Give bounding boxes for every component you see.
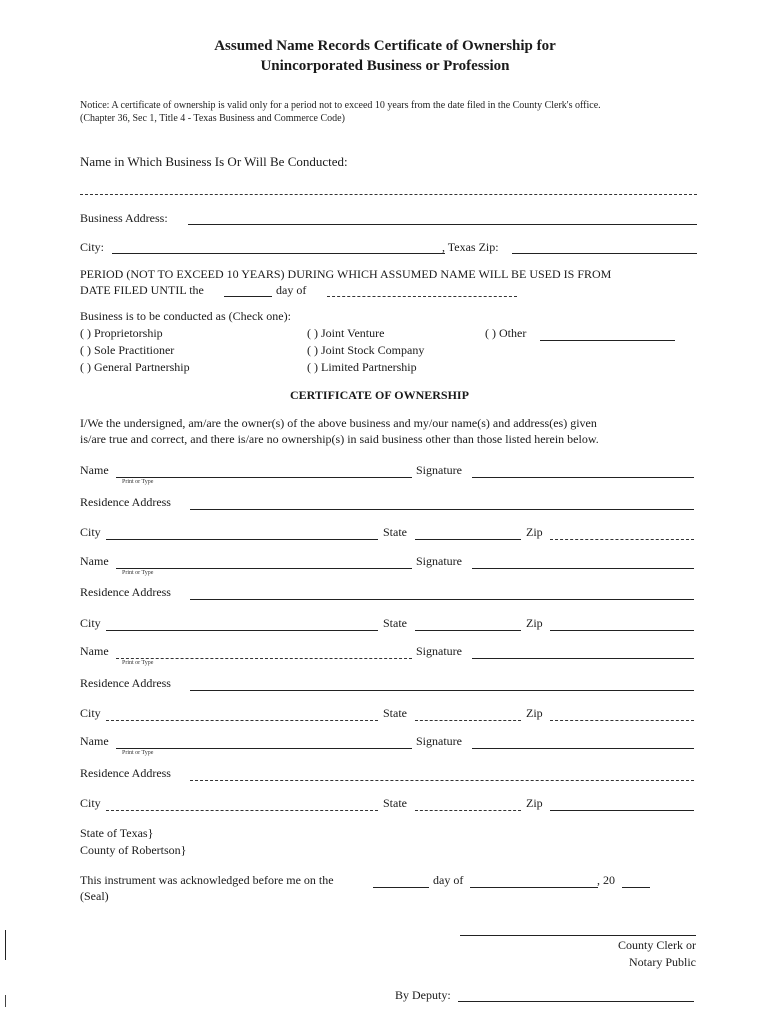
owner-3-city-label: City: [80, 706, 101, 720]
owner-3-residence-label: Residence Address: [80, 676, 171, 690]
deputy-signature-field[interactable]: [458, 1001, 694, 1002]
ack-month-field[interactable]: [470, 887, 598, 888]
option-joint-venture[interactable]: ( ) Joint Venture: [307, 326, 385, 340]
owner-1-state-field[interactable]: [415, 539, 521, 540]
owner-1-city-label: City: [80, 525, 101, 539]
owner-1-residence-label: Residence Address: [80, 495, 171, 509]
option-limited-partnership[interactable]: ( ) Limited Partnership: [307, 360, 417, 374]
owner-3-print-or-type: Print or Type: [122, 660, 154, 666]
ack-text-b: day of: [433, 873, 464, 887]
business-name-field[interactable]: [80, 194, 697, 195]
owner-4-state-field[interactable]: [415, 810, 521, 811]
owner-2-zip-label: Zip: [526, 616, 543, 630]
owner-2-residence-label: Residence Address: [80, 585, 171, 599]
owner-2-print-or-type: Print or Type: [122, 570, 154, 576]
clerk-line-2: Notary Public: [629, 955, 696, 969]
ack-state: State of Texas}: [80, 826, 154, 840]
owner-1-signature-label: Signature: [416, 463, 462, 477]
owner-2-state-label: State: [383, 616, 407, 630]
owner-4-state-label: State: [383, 796, 407, 810]
owner-3-state-label: State: [383, 706, 407, 720]
business-city-label: City:: [80, 240, 105, 254]
conduct-label: Business is to be conducted as (Check one):: [80, 309, 291, 323]
scan-mark: [5, 930, 6, 960]
other-field[interactable]: [540, 340, 675, 341]
owner-1-signature-field[interactable]: [472, 477, 694, 478]
owner-2-state-field[interactable]: [415, 630, 521, 631]
title-line-2: Unincorporated Business or Profession: [260, 58, 510, 74]
owner-3-city-field[interactable]: [106, 720, 378, 721]
owner-1-zip-field[interactable]: [550, 539, 694, 540]
texas-zip-label: , Texas Zip:: [442, 240, 499, 254]
clerk-line-1: County Clerk or: [618, 938, 696, 952]
owner-2-signature-label: Signature: [416, 554, 462, 568]
owner-1-city-field[interactable]: [106, 539, 378, 540]
owner-2-signature-field[interactable]: [472, 568, 694, 569]
by-deputy-label: By Deputy:: [395, 988, 451, 1002]
notice-line-2: (Chapter 36, Sec 1, Title 4 - Texas Business and Commerce Code): [80, 113, 345, 124]
ack-year-field[interactable]: [622, 887, 650, 888]
business-zip-field[interactable]: [512, 253, 697, 254]
period-line-1: PERIOD (NOT TO EXCEED 10 YEARS) DURING WHICH ASSUMED NAME WILL BE USED IS FROM: [80, 267, 612, 281]
business-city-field[interactable]: [112, 253, 445, 254]
option-general-partnership[interactable]: ( ) General Partnership: [80, 360, 190, 374]
owner-4-signature-label: Signature: [416, 734, 462, 748]
owner-4-name-field[interactable]: [116, 748, 412, 749]
certificate-heading: CERTIFICATE OF OWNERSHIP: [290, 388, 469, 402]
owner-1-name-label: Name: [80, 463, 109, 477]
period-line-2-b: day of: [276, 283, 307, 297]
owner-3-signature-field[interactable]: [472, 658, 694, 659]
ack-county: County of Robertson}: [80, 843, 187, 857]
owner-3-name-field[interactable]: [116, 658, 412, 659]
owner-3-signature-label: Signature: [416, 644, 462, 658]
statement-line-1: I/We the undersigned, am/are the owner(s) of the above business and my/our name(s) and address(es) given: [80, 416, 597, 430]
owner-3-state-field[interactable]: [415, 720, 521, 721]
owner-1-residence-field[interactable]: [190, 509, 694, 510]
owner-2-residence-field[interactable]: [190, 599, 694, 600]
option-joint-stock-company[interactable]: ( ) Joint Stock Company: [307, 343, 425, 357]
owner-3-zip-field[interactable]: [550, 720, 694, 721]
owner-4-residence-field[interactable]: [190, 780, 694, 781]
owner-2-zip-field[interactable]: [550, 630, 694, 631]
period-day-field[interactable]: [224, 296, 272, 297]
title-line-1: Assumed Name Records Certificate of Ownership for: [214, 38, 556, 54]
owner-4-zip-field[interactable]: [550, 810, 694, 811]
owner-4-print-or-type: Print or Type: [122, 750, 154, 756]
scan-mark: [5, 995, 6, 1007]
owner-2-name-label: Name: [80, 554, 109, 568]
option-other[interactable]: ( ) Other: [485, 326, 527, 340]
owner-2-name-field[interactable]: [116, 568, 412, 569]
period-line-2-a: DATE FILED UNTIL the: [80, 283, 204, 297]
owner-1-zip-label: Zip: [526, 525, 543, 539]
owner-4-residence-label: Residence Address: [80, 766, 171, 780]
statement-line-2: is/are true and correct, and there is/are no ownership(s) in said business other than those listed herein below.: [80, 432, 599, 446]
owner-4-zip-label: Zip: [526, 796, 543, 810]
ack-day-field[interactable]: [373, 887, 429, 888]
owner-1-print-or-type: Print or Type: [122, 479, 154, 485]
owner-4-city-field[interactable]: [106, 810, 378, 811]
option-sole-practitioner[interactable]: ( ) Sole Practitioner: [80, 343, 175, 357]
owner-2-city-field[interactable]: [106, 630, 378, 631]
ack-text-a: This instrument was acknowledged before me on the: [80, 873, 334, 887]
business-address-field[interactable]: [188, 224, 697, 225]
owner-3-name-label: Name: [80, 644, 109, 658]
owner-1-state-label: State: [383, 525, 407, 539]
ack-text-c: , 20: [597, 873, 615, 887]
clerk-signature-field[interactable]: [460, 935, 696, 936]
owner-4-name-label: Name: [80, 734, 109, 748]
ack-seal: (Seal): [80, 889, 109, 903]
owner-4-city-label: City: [80, 796, 101, 810]
owner-3-residence-field[interactable]: [190, 690, 694, 691]
owner-1-name-field[interactable]: [116, 477, 412, 478]
owner-3-zip-label: Zip: [526, 706, 543, 720]
business-address-label: Business Address:: [80, 211, 168, 225]
option-proprietorship[interactable]: ( ) Proprietorship: [80, 326, 163, 340]
owner-4-signature-field[interactable]: [472, 748, 694, 749]
notice-line-1: Notice: A certificate of ownership is valid only for a period not to exceed 10 years from the date filed in the County Clerk's office.: [80, 100, 601, 111]
period-month-year-field[interactable]: [327, 296, 517, 297]
owner-2-city-label: City: [80, 616, 101, 630]
business-name-label: Name in Which Business Is Or Will Be Conducted:: [80, 154, 348, 169]
